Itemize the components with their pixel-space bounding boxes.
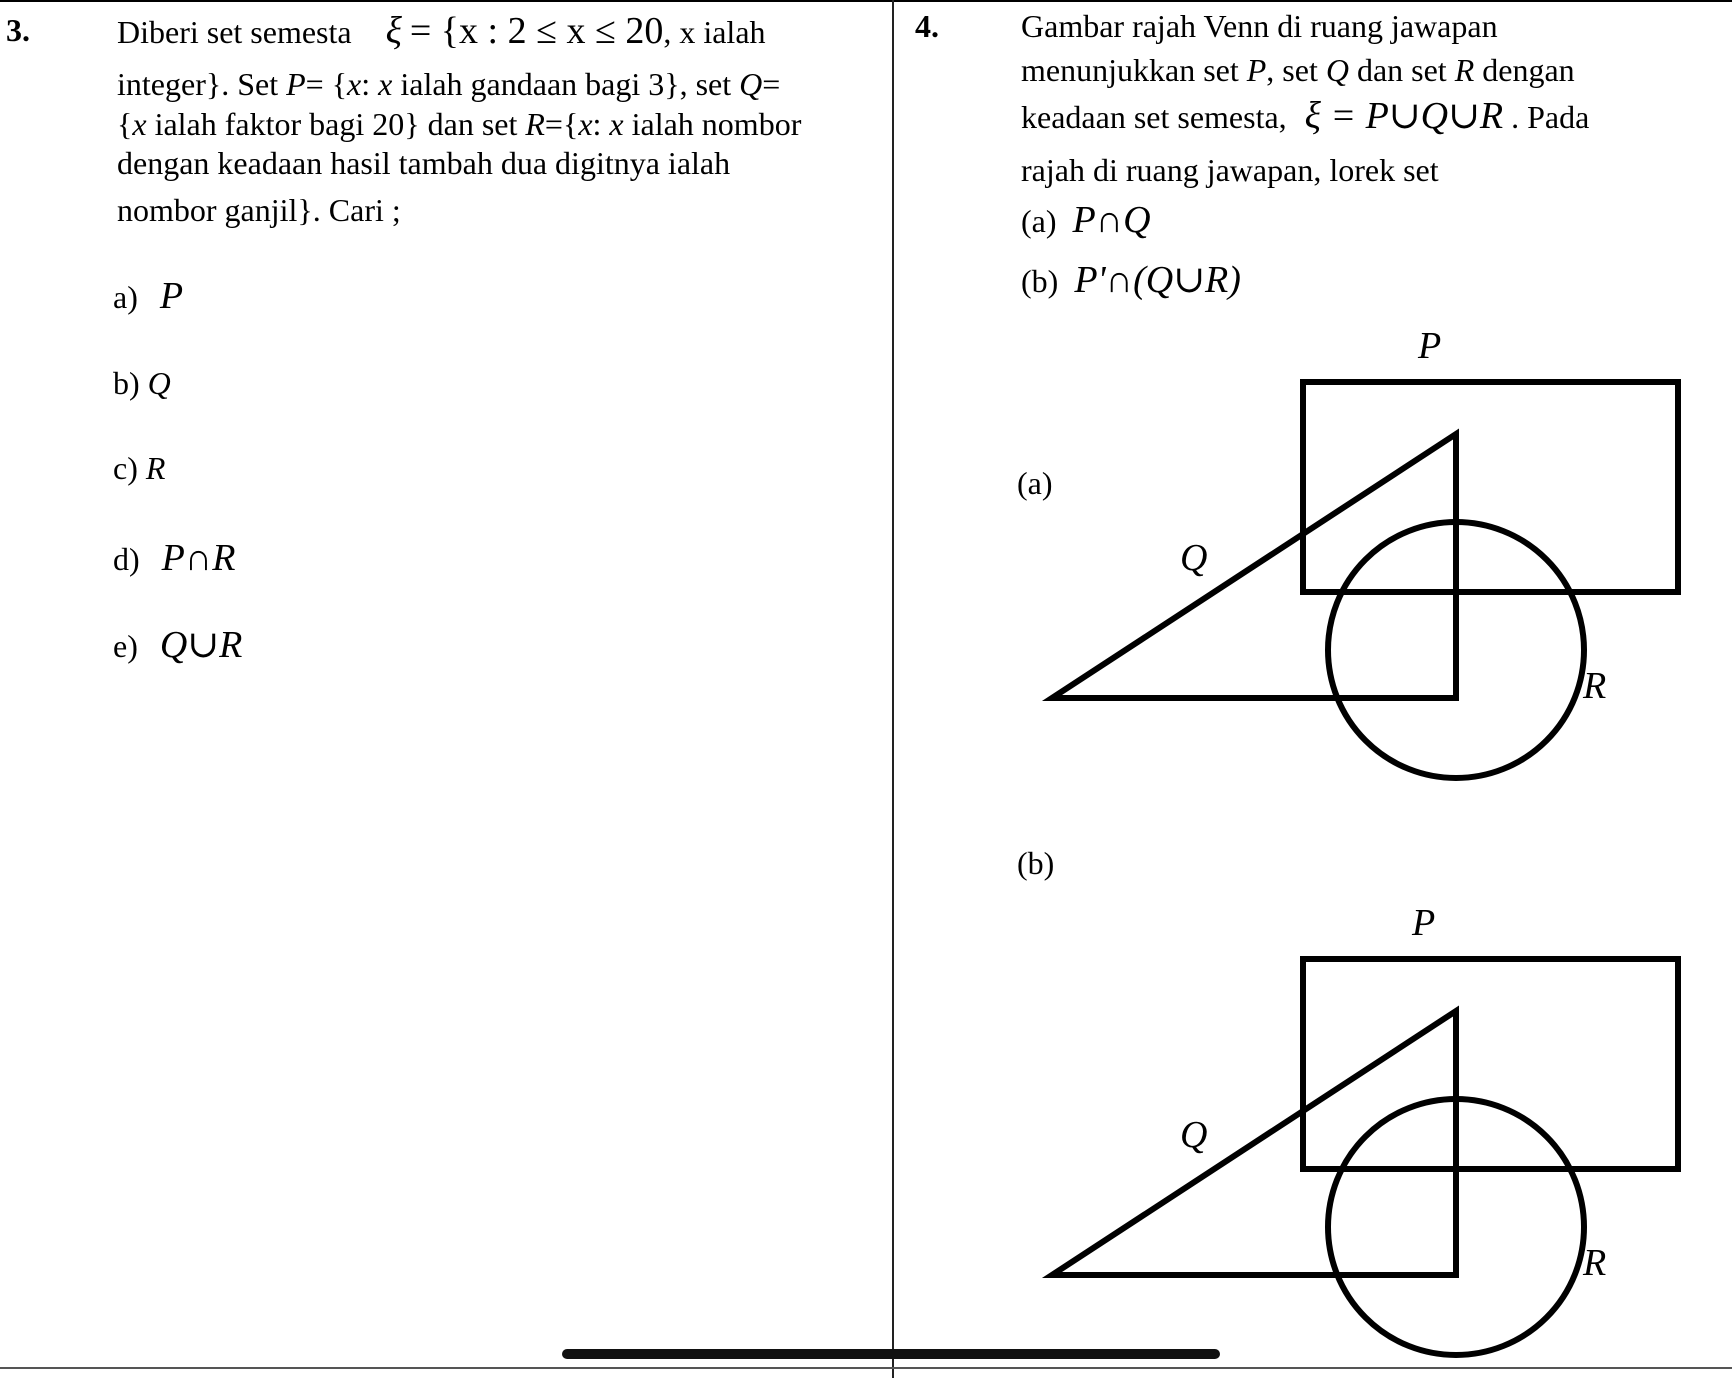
text: ialah gandaan bagi 3}, set [392, 66, 740, 102]
var-x: x [578, 106, 593, 142]
text: = [762, 66, 781, 102]
part-label: d) [113, 541, 140, 577]
q3-intro: Diberi set semesta [117, 14, 352, 50]
part-expr: P [159, 275, 184, 317]
column-divider [892, 0, 894, 1378]
text: ialah faktor bagi 20} dan set [146, 106, 526, 142]
q3-part-a [113, 276, 183, 317]
set-R: R [525, 106, 545, 142]
diagram-a-label: (a) [1017, 465, 1053, 501]
text: ={ [544, 106, 579, 142]
set-P-rectangle [1303, 959, 1678, 1169]
q3-part-e [113, 625, 242, 666]
part-expr: Q∪R [159, 624, 243, 666]
part-label: (b) [1021, 263, 1059, 299]
text: = { [305, 66, 348, 102]
universal-set-tail: , x ialah [663, 14, 766, 50]
q3-part-d [113, 538, 236, 579]
text: { [117, 106, 133, 142]
text: : [361, 66, 379, 102]
var-x: x [132, 106, 147, 142]
label-P: P [1418, 325, 1442, 367]
q3-line-4: dengan keadaan hasil tambah dua digitnya ialah [117, 145, 731, 181]
var-x: x [347, 66, 362, 102]
text: : [592, 106, 610, 142]
part-expr: P∩Q [1072, 199, 1151, 241]
var-x: x [378, 66, 393, 102]
label-R: R [1583, 665, 1607, 707]
set-Q-triangle [1052, 434, 1456, 698]
q4-part-b [1021, 260, 1241, 301]
q3-line-5: nombor ganjil}. Cari ; [117, 192, 401, 228]
set-R: R [1454, 52, 1475, 88]
text: integer}. Set [117, 66, 287, 102]
text: , set [1266, 52, 1326, 88]
label-P: P [1412, 902, 1436, 944]
q4-line-2 [1021, 50, 1575, 90]
part-label: c) [113, 450, 138, 486]
q4-line-1: Gambar rajah Venn di ruang jawapan [1021, 8, 1498, 44]
label-R: R [1583, 1242, 1607, 1284]
set-P: P [1246, 52, 1267, 88]
text: menunjukkan set [1021, 52, 1247, 88]
part-expr: Q [147, 365, 171, 401]
universal-expr: ξ = P∪Q∪R [1304, 95, 1504, 137]
text: keadaan set semesta, [1021, 99, 1287, 135]
part-expr: R [145, 450, 166, 486]
q4-line-3 [1021, 96, 1589, 137]
part-expr: P'∩(Q∪R) [1074, 259, 1241, 301]
universal-set-def: = {x : 2 ≤ x ≤ 20 [409, 10, 664, 52]
q4-part-a [1021, 200, 1151, 241]
diagram-b-label: (b) [1017, 845, 1055, 881]
set-Q: Q [739, 66, 763, 102]
top-border [0, 0, 1732, 2]
part-label: e) [113, 628, 138, 664]
q4-line-4: rajah di ruang jawapan, lorek set [1021, 152, 1439, 188]
set-P-rectangle [1303, 382, 1678, 592]
venn-diagram-b [1030, 897, 1710, 1367]
label-Q: Q [1180, 537, 1208, 579]
set-P: P [286, 66, 306, 102]
label-Q: Q [1180, 1114, 1208, 1156]
question-number: 3. [6, 12, 30, 48]
set-Q: Q [1325, 52, 1349, 88]
part-expr: P∩R [161, 537, 236, 579]
text: ialah nombor [623, 106, 802, 142]
q3-part-c [113, 448, 165, 488]
text: dan set [1348, 52, 1455, 88]
text: . Pada [1511, 99, 1590, 135]
xi-symbol: ξ [385, 10, 402, 52]
question-number: 4. [915, 8, 939, 44]
text: dengan [1474, 52, 1575, 88]
q3-line-3 [117, 104, 801, 144]
q3-part-b [113, 363, 171, 403]
q3-line-2 [117, 64, 780, 104]
q3-line-1 [117, 11, 766, 52]
part-label: (a) [1021, 203, 1057, 239]
var-x: x [609, 106, 624, 142]
part-label: a) [113, 279, 138, 315]
venn-diagram-a [1030, 320, 1710, 800]
set-Q-triangle [1052, 1011, 1456, 1275]
part-label: b) [113, 365, 140, 401]
bottom-border [0, 1367, 1732, 1369]
